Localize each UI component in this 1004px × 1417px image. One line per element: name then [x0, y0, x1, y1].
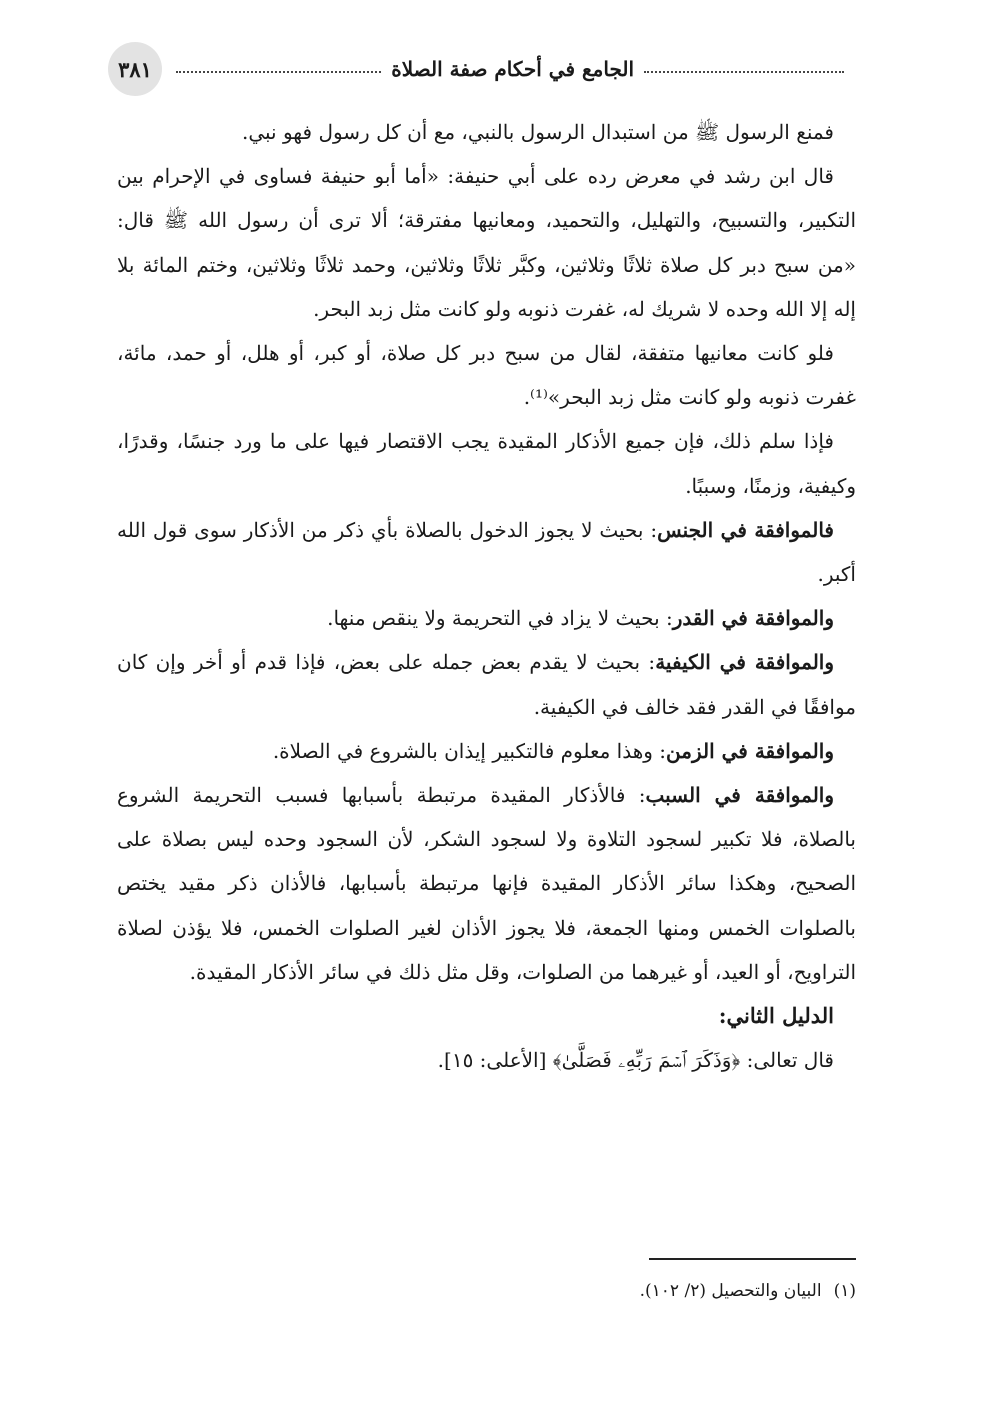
text-quantity: : بحيث لا يزاد في التحريمة ولا ينقص منها. [327, 606, 673, 631]
running-header-title: الجامع في أحكام صفة الصلاة [391, 57, 634, 81]
footnote-number: (١) [833, 1281, 856, 1301]
paragraph-3: فلو كانت معانيها متفقة، لقال من سبح دبر كل صلاة، أو كبر، أو هلل، أو حمد، مائة، غفرت ذنوبه ولو كانت مثل زبد البحر»⁽¹⁾. [117, 341, 856, 410]
paragraph-time [117, 729, 856, 773]
text-cause: : فالأذكار المقيدة مرتبطة بأسبابها فسبب التحريمة الشروع بالصلاة، فلا تكبير لسجود التلاوة ولا لسجود الشكر، لأن السجود وحده ليس بصلاة على الصحيح، وهكذا سائر الأذكار المقيدة فإنها مرتبطة بأسبابها، فالأذان ذكر مقيد يختص بالصلوات الخمس ومنها الجمعة، فلا يجوز الأذان لغير الصلوات الخمس، فلا يؤذن لصلاة التراويح، أو العيد، أو غيرهما من الصلوات، وقل مثل ذلك في سائر الأذكار المقيدة. [117, 783, 856, 984]
term-cause: والموافقة في السبب [645, 783, 835, 808]
page-number: ٣٨١ [108, 42, 162, 96]
page-body [117, 110, 856, 1082]
footnote-separator [649, 1258, 856, 1260]
footnote-text: البيان والتحصيل (٢/ ١٠٢). [639, 1281, 822, 1301]
footnote [117, 1276, 856, 1306]
term-time: والموافقة في الزمن [666, 738, 834, 763]
page-header [108, 40, 844, 100]
section-heading: الدليل الثاني: [718, 1003, 834, 1029]
term-quantity: والموافقة في القدر [672, 606, 834, 631]
paragraph-1: فمنع الرسول ﷺ من استبدال الرسول بالنبي، مع أن كل رسول فهو نبي. [241, 120, 834, 144]
paragraph-4: فإذا سلم ذلك، فإن جميع الأذكار المقيدة يجب الاقتصار فيها على ما ورد جنسًا، وقدرًا، وكيفية، وزمنًا، وسببًا. [117, 429, 856, 498]
term-genus: فالموافقة في الجنس [657, 517, 834, 542]
paragraph-genus [117, 508, 856, 596]
term-manner: والموافقة في الكيفية [655, 650, 835, 675]
paragraph-quantity [117, 596, 856, 640]
paragraph-cause [117, 773, 856, 994]
quran-citation: قال تعالى: ﴿وَذَكَرَ ٱسۡمَ رَبِّهِۦ فَصَلَّىٰ﴾ [الأعلى: ١٥]. [437, 1048, 834, 1073]
text-manner: : بحيث لا يقدم بعض جمله على بعض، فإذا قدم أو أخر وإن كان موافقًا في القدر فقد خالف في الكيفية. [117, 650, 856, 719]
paragraph-manner [117, 640, 856, 728]
header-dotted-leader-left [176, 71, 381, 73]
header-dotted-leader-right [644, 71, 844, 73]
text-genus: : بحيث لا يجوز الدخول بالصلاة بأي ذكر من الأذكار سوى قول الله أكبر. [117, 517, 856, 587]
paragraph-2: قال ابن رشد في معرض رده على أبي حنيفة: «أما أبو حنيفة فساوى في الإحرام بين التكبير، والتسبيح، والتهليل، والتحميد، ومعانيها مفترقة؛ ألا ترى أن رسول الله ﷺ قال: «من سبح دبر كل صلاة ثلاثًا وثلاثين، وكبَّر ثلاثًا وثلاثين، وحمد ثلاثًا وثلاثين، وختم المائة بلا إله إلا الله وحده لا شريك له، غفرت ذنوبه ولو كانت مثل زبد البحر. [117, 164, 856, 321]
running-header [176, 54, 844, 84]
text-time: : وهذا معلوم فالتكبير إيذان بالشروع في الصلاة. [272, 738, 667, 763]
